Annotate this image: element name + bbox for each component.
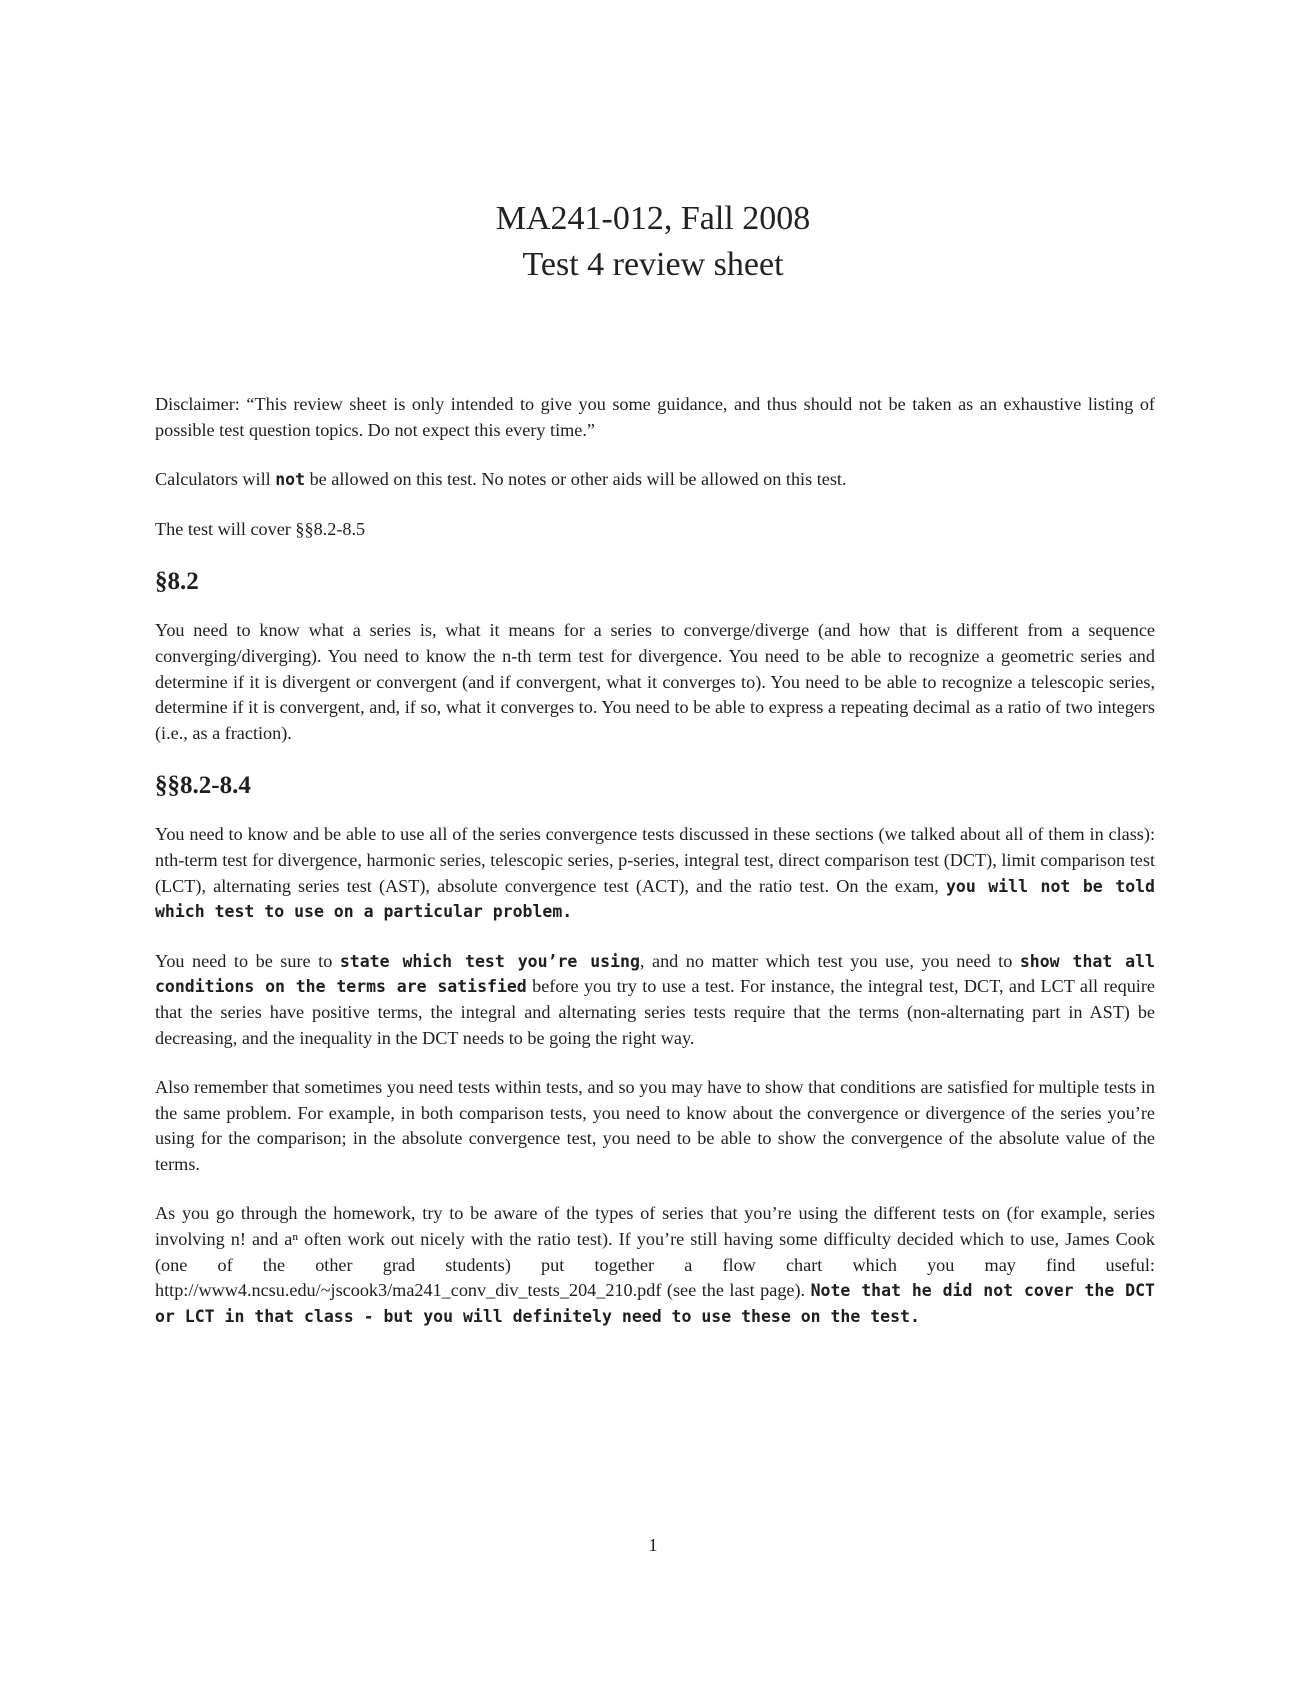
conditions-text-3: before you try to use a test. For instance, the integral test, DCT, and LCT all require that the series have positive terms, the integral and alternating series tests require that the terms (non-alternating part in AST) be decreasing, and the inequality in the DCT needs to be going the right way. — [155, 976, 1155, 1048]
flow-chart-link[interactable]: http://www4.ncsu.edu/~jscook3/ma241_conv_div_tests_204_210.pdf — [155, 1280, 662, 1301]
section-heading-8-2-8-4: §§8.2-8.4 — [155, 772, 251, 800]
section-heading-8-2: §8.2 — [155, 568, 199, 596]
tests-emphasis: you will not be told which test to use on a particular problem. — [155, 876, 1155, 922]
conditions-paragraph — [155, 949, 1155, 1051]
calculator-not-emphasis: not — [275, 470, 306, 490]
title-block — [0, 196, 1306, 288]
calculator-text-1: Calculators will — [155, 469, 276, 490]
course-title: MA241-012, Fall 2008 — [495, 200, 811, 237]
coverage-paragraph: The test will cover §§8.2-8.5 — [155, 518, 366, 539]
tests-text: You need to know and be able to use all of the series convergence tests discussed in these sections (we talked about all of them in class): nth-term test for divergence, harmonic series, telescopic series, p-series, integral test, direct comparison test (DCT), limit comparison test (LCT), alternating series test (AST), absolute convergence test (ACT), and the ratio test. On the exam, — [155, 824, 1155, 896]
page-number: 1 — [648, 1535, 658, 1555]
homework-paragraph — [155, 1201, 1155, 1329]
disclaimer-paragraph: Disclaimer: “This review sheet is only intended to give you some guidance, and thus should not be taken as an exhaustive listing of possible test question topics. Do not expect this every time.” — [155, 394, 1155, 440]
document-subtitle: Test 4 review sheet — [522, 246, 784, 283]
calculator-paragraph — [155, 467, 1155, 493]
homework-emphasis: Note that he did not cover the DCT or LCT in that class - but you will definitely need to use these on the test. — [155, 1281, 1155, 1326]
conditions-emphasis-1: state which test you’re using — [339, 951, 640, 971]
document-body — [155, 392, 1155, 1353]
tests-within-tests-paragraph: Also remember that sometimes you need tests within tests, and so you may have to show that conditions are satisfied for multiple tests in the same problem. For example, in both comparison tests, you need to know about the convergence or divergence of the series you’re using for the comparison; in the absolute convergence test, you need to be able to show the convergence of the absolute value of the terms. — [155, 1077, 1155, 1174]
homework-text-2: (see the last page). — [661, 1280, 811, 1301]
homework-text-1: As you go through the homework, try to be aware of the types of series that you’re using the different tests on (for example, series involving n! and aⁿ often work out nicely with the ratio test). If you’re still having some difficulty decided which to use, James Cook (one of the other grad students) put together a flow chart which you may find useful: — [155, 1203, 1155, 1275]
conditions-text-1: You need to be sure to — [155, 950, 340, 971]
conditions-emphasis-2: show that all conditions on the terms are satisfied — [155, 951, 1155, 997]
tests-paragraph — [155, 822, 1155, 924]
section-8-2-paragraph: You need to know what a series is, what it means for a series to converge/diverge (and how that is different from a sequence converging/diverging). You need to know the n-th term test for divergence. You need to be able to recognize a geometric series and determine if it is divergent or convergent (and if convergent, what it converges to). You need to be able to recognize a telescopic series, determine if it is convergent, and, if so, what it converges to. You need to be able to express a repeating decimal as a ratio of two integers (i.e., as a fraction). — [155, 620, 1155, 743]
calculator-text-2: be allowed on this test. No notes or other aids will be allowed on this test. — [305, 469, 847, 490]
conditions-text-2: , and no matter which test you use, you need to — [639, 950, 1020, 971]
